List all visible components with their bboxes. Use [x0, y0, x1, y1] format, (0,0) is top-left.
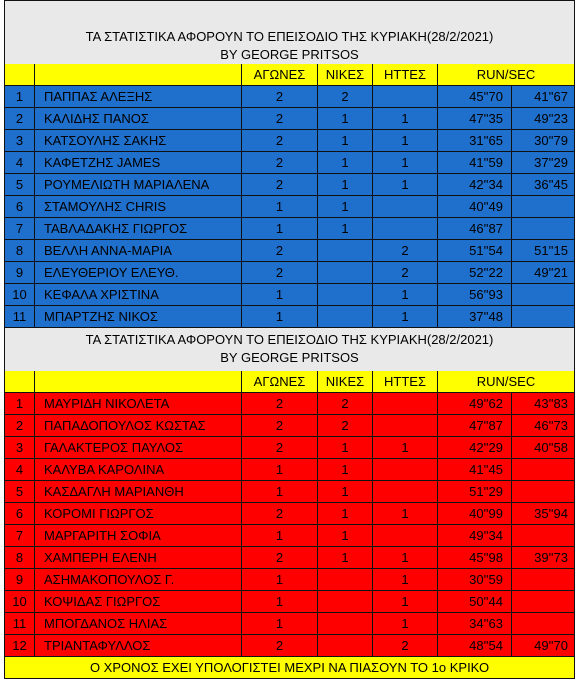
player-name: ΚΟΨΙΔΑΣ ΓΙΩΡΓΟΣ — [35, 591, 242, 613]
table-row — [4, 196, 575, 218]
runsec-cell-1: 30''59 — [438, 569, 512, 591]
table-row — [4, 393, 575, 415]
games-cell: 1 — [242, 525, 318, 547]
row-index: 7 — [4, 218, 35, 240]
wins-cell: 1 — [318, 525, 373, 547]
table-row — [4, 591, 575, 613]
row-index: 10 — [4, 591, 35, 613]
losses-header: ΗΤΤΕΣ — [373, 371, 438, 393]
row-index: 7 — [4, 525, 35, 547]
games-cell: 1 — [242, 569, 318, 591]
table-row — [4, 437, 575, 459]
wins-cell: 1 — [318, 547, 373, 569]
runsec-cell-2 — [512, 459, 575, 481]
table-row — [4, 108, 575, 130]
runsec-cell-1: 42''34 — [438, 174, 512, 196]
runsec-header: RUN/SEC — [438, 371, 575, 393]
table-row — [4, 240, 575, 262]
footer-note: Ο ΧΡΟΝΟΣ ΕΧΕΙ ΥΠΟΛΟΓΙΣΤΕΙ ΜΕΧΡΙ ΝΑ ΠΙΑΣΟΥΝ ΤΟ 1ο ΚΡΙΚΟ — [4, 657, 575, 679]
player-name: ΑΣΗΜΑΚΟΠΟΥΛΟΣ Γ. — [35, 569, 242, 591]
runsec-cell-2: 49''21 — [512, 262, 575, 284]
games-header: ΑΓΩΝΕΣ — [242, 64, 318, 86]
runsec-cell-2 — [512, 591, 575, 613]
player-name: ΚΑΛΙΔΗΣ ΠΑΝΟΣ — [35, 108, 242, 130]
row-index: 5 — [4, 174, 35, 196]
player-name: ΠΑΠΑΔΟΠΟΥΛΟΣ ΚΩΣΤΑΣ — [35, 415, 242, 437]
losses-cell: 2 — [373, 262, 438, 284]
wins-cell — [318, 613, 373, 635]
table-row — [4, 547, 575, 569]
player-name: ΚΑΛΥΒΑ ΚΑΡΟΛΙΝΑ — [35, 459, 242, 481]
runsec-cell-2: 51''15 — [512, 240, 575, 262]
player-name: ΓΑΛΑΚΤΕΡΟΣ ΠΑΥΛΟΣ — [35, 437, 242, 459]
player-name: ΚΟΡΟΜΙ ΓΙΩΡΓΟΣ — [35, 503, 242, 525]
wins-cell: 1 — [318, 459, 373, 481]
player-name: ΣΤΑΜΟΥΛΗΣ CHRIS — [35, 196, 242, 218]
table-row — [4, 306, 575, 328]
wins-cell: 1 — [318, 108, 373, 130]
games-cell: 1 — [242, 459, 318, 481]
wins-cell — [318, 240, 373, 262]
games-cell: 2 — [242, 415, 318, 437]
losses-cell: 1 — [373, 130, 438, 152]
runsec-cell-1: 51''54 — [438, 240, 512, 262]
games-cell: 2 — [242, 240, 318, 262]
player-name: ΒΕΛΛΗ ΑΝΝΑ-ΜΑΡΙΑ — [35, 240, 242, 262]
player-name: ΜΑΡΓΑΡΙΤΗ ΣΟΦΙΑ — [35, 525, 242, 547]
player-name: ΠΑΠΠΑΣ ΑΛΕΞΗΣ — [35, 86, 242, 108]
table-row — [4, 635, 575, 657]
games-cell: 1 — [242, 481, 318, 503]
runsec-cell-1: 47''87 — [438, 415, 512, 437]
table-row — [4, 86, 575, 108]
wins-cell: 1 — [318, 130, 373, 152]
wins-cell: 2 — [318, 415, 373, 437]
row-index: 8 — [4, 547, 35, 569]
games-header: ΑΓΩΝΕΣ — [242, 371, 318, 393]
losses-cell — [373, 393, 438, 415]
row-index: 4 — [4, 152, 35, 174]
losses-cell — [373, 415, 438, 437]
wins-cell — [318, 569, 373, 591]
runsec-cell-2: 43''83 — [512, 393, 575, 415]
games-cell: 2 — [242, 108, 318, 130]
table-row — [4, 152, 575, 174]
losses-cell: 1 — [373, 569, 438, 591]
wins-cell: 1 — [318, 437, 373, 459]
row-index: 9 — [4, 569, 35, 591]
player-name: ΜΑΥΡΙΔΗ ΝΙΚΟΛΕΤΑ — [35, 393, 242, 415]
runsec-cell-1: 34''63 — [438, 613, 512, 635]
player-name: ΚΑΤΣΟΥΛΗΣ ΣΑΚΗΣ — [35, 130, 242, 152]
losses-cell: 1 — [373, 547, 438, 569]
losses-cell — [373, 525, 438, 547]
row-index: 9 — [4, 262, 35, 284]
row-index: 2 — [4, 415, 35, 437]
header-title: ΤΑ ΣΤΑΤΙΣΤΙΚΑ ΑΦΟΡΟΥΝ ΤΟ ΕΠΕΙΣΟΔΙΟ ΤΗΣ ΚΥΡΙΑΚΗ(28/2/2021) — [85, 332, 494, 347]
table-row — [4, 459, 575, 481]
row-index: 12 — [4, 635, 35, 657]
table-row — [4, 262, 575, 284]
runsec-cell-2 — [512, 569, 575, 591]
games-cell: 2 — [242, 174, 318, 196]
row-index: 3 — [4, 437, 35, 459]
runsec-cell-1: 45''98 — [438, 547, 512, 569]
wins-cell: 1 — [318, 503, 373, 525]
runsec-cell-2 — [512, 196, 575, 218]
games-cell: 2 — [242, 635, 318, 657]
games-cell: 2 — [242, 130, 318, 152]
runsec-cell-2: 30''79 — [512, 130, 575, 152]
runsec-cell-1: 45''70 — [438, 86, 512, 108]
header-byline: BY GEORGE PRITSOS — [220, 47, 359, 62]
losses-cell — [373, 459, 438, 481]
losses-cell: 1 — [373, 437, 438, 459]
top-header — [4, 0, 575, 64]
red-column-header-row — [4, 371, 575, 393]
row-index: 5 — [4, 481, 35, 503]
row-index: 1 — [4, 393, 35, 415]
runsec-cell-1: 48''54 — [438, 635, 512, 657]
runsec-cell-1: 51''29 — [438, 481, 512, 503]
runsec-cell-2 — [512, 284, 575, 306]
row-index: 4 — [4, 459, 35, 481]
player-name: ΚΑΦΕΤΖΗΣ JAMES — [35, 152, 242, 174]
runsec-cell-2: 35''94 — [512, 503, 575, 525]
games-cell: 1 — [242, 591, 318, 613]
losses-cell: 1 — [373, 591, 438, 613]
blue-team-table — [4, 86, 575, 328]
runsec-cell-1: 37''48 — [438, 306, 512, 328]
games-cell: 2 — [242, 437, 318, 459]
red-team-table — [4, 393, 575, 657]
table-row — [4, 569, 575, 591]
runsec-cell-1: 40''49 — [438, 196, 512, 218]
runsec-cell-1: 42''29 — [438, 437, 512, 459]
wins-cell: 1 — [318, 152, 373, 174]
runsec-cell-1: 31''65 — [438, 130, 512, 152]
player-name: ΚΕΦΑΛΑ ΧΡΙΣΤΙΝΑ — [35, 284, 242, 306]
name-header — [35, 64, 242, 86]
runsec-cell-1: 56''93 — [438, 284, 512, 306]
runsec-cell-1: 41''45 — [438, 459, 512, 481]
table-row — [4, 525, 575, 547]
player-name: ΧΑΜΠΕΡΗ ΕΛΕΝΗ — [35, 547, 242, 569]
runsec-cell-1: 47''35 — [438, 108, 512, 130]
row-index: 10 — [4, 284, 35, 306]
wins-cell: 1 — [318, 218, 373, 240]
games-cell: 1 — [242, 306, 318, 328]
row-index: 8 — [4, 240, 35, 262]
losses-cell: 1 — [373, 108, 438, 130]
losses-cell: 1 — [373, 503, 438, 525]
runsec-cell-2: 37''29 — [512, 152, 575, 174]
wins-cell — [318, 284, 373, 306]
player-name: ΤΡΙΑΝΤΑΦΥΛΛΟΣ — [35, 635, 242, 657]
table-row — [4, 284, 575, 306]
runsec-cell-2 — [512, 306, 575, 328]
player-name: ΕΛΕΥΘΕΡΙΟΥ ΕΛΕΥΘ. — [35, 262, 242, 284]
wins-cell: 1 — [318, 481, 373, 503]
wins-cell: 2 — [318, 86, 373, 108]
table-row — [4, 503, 575, 525]
runsec-cell-2 — [512, 218, 575, 240]
player-name: ΜΠΑΡΤΖΗΣ ΝΙΚΟΣ — [35, 306, 242, 328]
wins-cell: 1 — [318, 174, 373, 196]
table-row — [4, 613, 575, 635]
table-row — [4, 174, 575, 196]
wins-cell — [318, 591, 373, 613]
losses-cell: 1 — [373, 613, 438, 635]
losses-cell — [373, 481, 438, 503]
header-byline: BY GEORGE PRITSOS — [220, 350, 359, 365]
losses-cell — [373, 86, 438, 108]
games-cell: 2 — [242, 547, 318, 569]
games-cell: 1 — [242, 196, 318, 218]
table-row — [4, 218, 575, 240]
games-cell: 2 — [242, 393, 318, 415]
games-cell: 1 — [242, 218, 318, 240]
row-index: 6 — [4, 196, 35, 218]
runsec-cell-2: 40''58 — [512, 437, 575, 459]
runsec-cell-1: 50''44 — [438, 591, 512, 613]
row-index: 3 — [4, 130, 35, 152]
wins-header: ΝΙΚΕΣ — [318, 64, 373, 86]
runsec-cell-1: 49''62 — [438, 393, 512, 415]
runsec-header: RUN/SEC — [438, 64, 575, 86]
player-name: ΜΠΟΓΔΑΝΟΣ ΗΛΙΑΣ — [35, 613, 242, 635]
stats-sheet — [4, 0, 575, 679]
row-index: 6 — [4, 503, 35, 525]
losses-cell — [373, 218, 438, 240]
games-cell: 2 — [242, 262, 318, 284]
mid-header — [4, 328, 575, 371]
games-cell: 2 — [242, 503, 318, 525]
row-index: 2 — [4, 108, 35, 130]
player-name: ΤΑΒΛΑΔΑΚΗΣ ΓΙΩΡΓΟΣ — [35, 218, 242, 240]
runsec-cell-2 — [512, 613, 575, 635]
games-cell: 1 — [242, 613, 318, 635]
runsec-cell-2: 41''67 — [512, 86, 575, 108]
runsec-cell-1: 52''22 — [438, 262, 512, 284]
runsec-cell-1: 40''99 — [438, 503, 512, 525]
index-header — [4, 371, 35, 393]
table-row — [4, 481, 575, 503]
games-cell: 2 — [242, 86, 318, 108]
runsec-cell-2: 36''45 — [512, 174, 575, 196]
wins-cell: 2 — [318, 393, 373, 415]
losses-cell: 2 — [373, 240, 438, 262]
header-title: ΤΑ ΣΤΑΤΙΣΤΙΚΑ ΑΦΟΡΟΥΝ ΤΟ ΕΠΕΙΣΟΔΙΟ ΤΗΣ ΚΥΡΙΑΚΗ(28/2/2021) — [85, 29, 494, 44]
player-name: ΚΑΣΔΑΓΛΗ ΜΑΡΙΑΝΘΗ — [35, 481, 242, 503]
losses-header: ΗΤΤΕΣ — [373, 64, 438, 86]
runsec-cell-1: 49''34 — [438, 525, 512, 547]
player-name: ΡΟΥΜΕΛΙΩΤΗ ΜΑΡΙΑΛΕΝΑ — [35, 174, 242, 196]
runsec-cell-2: 49''23 — [512, 108, 575, 130]
row-index: 11 — [4, 613, 35, 635]
runsec-cell-1: 46''87 — [438, 218, 512, 240]
losses-cell: 2 — [373, 635, 438, 657]
wins-header: ΝΙΚΕΣ — [318, 371, 373, 393]
losses-cell — [373, 196, 438, 218]
index-header — [4, 64, 35, 86]
losses-cell: 1 — [373, 306, 438, 328]
blue-column-header-row — [4, 64, 575, 86]
wins-cell — [318, 635, 373, 657]
losses-cell: 1 — [373, 152, 438, 174]
games-cell: 1 — [242, 284, 318, 306]
runsec-cell-2: 39''73 — [512, 547, 575, 569]
name-header — [35, 371, 242, 393]
runsec-cell-2: 46''73 — [512, 415, 575, 437]
runsec-cell-2 — [512, 481, 575, 503]
table-row — [4, 130, 575, 152]
losses-cell: 1 — [373, 284, 438, 306]
row-index: 1 — [4, 86, 35, 108]
runsec-cell-2 — [512, 525, 575, 547]
row-index: 11 — [4, 306, 35, 328]
wins-cell — [318, 262, 373, 284]
table-row — [4, 415, 575, 437]
wins-cell — [318, 306, 373, 328]
runsec-cell-2: 49''70 — [512, 635, 575, 657]
runsec-cell-1: 41''59 — [438, 152, 512, 174]
games-cell: 2 — [242, 152, 318, 174]
wins-cell: 1 — [318, 196, 373, 218]
losses-cell: 1 — [373, 174, 438, 196]
